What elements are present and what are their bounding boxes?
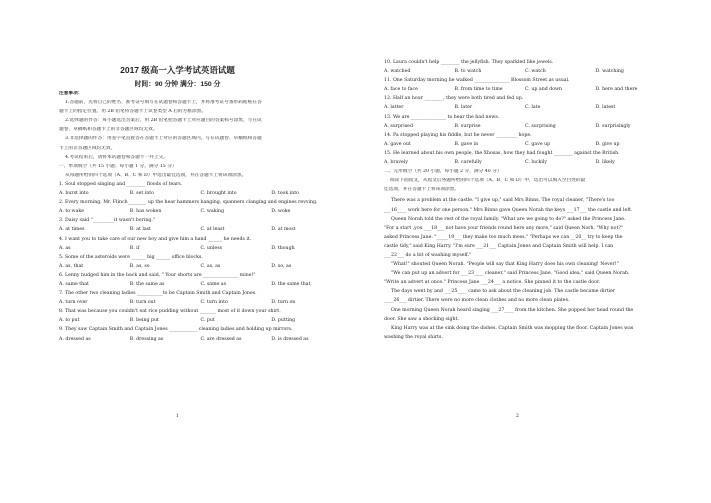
option: A. to wake <box>59 209 84 215</box>
left-content <box>59 91 342 346</box>
passage-line: asked Princess Jane. "_____19___ they make too much mess." "Perhaps we can __20__ try to keep the <box>384 234 623 240</box>
question-text: 12. Half an hour ________, they were both tired and fed up. <box>384 96 524 102</box>
notes-heading: 注意事项： <box>59 91 83 96</box>
question-options <box>59 337 342 343</box>
note-line: 卡上的非答题区域均无效。 <box>59 145 116 151</box>
option: C. up and down <box>525 87 563 93</box>
option: A. as <box>59 245 71 251</box>
option: B. from time to time <box>454 87 503 93</box>
question-options <box>384 124 666 130</box>
note-line: 题卡上的指定位置。用 2B 铅笔将答题卡上试卷类型 A 后的方框涂黑。 <box>59 109 207 115</box>
passage-line: The days went by and ___25____ came to ask about the cleaning job. The castle became dirtier <box>391 289 616 295</box>
question-options <box>384 142 666 148</box>
option: B. to watch <box>454 69 482 75</box>
question-text: 11. One Saturday morning he walked _______________ Blossom Street as usual. <box>384 78 570 84</box>
option: D. give up <box>595 141 620 147</box>
question-options <box>384 69 666 75</box>
option: C. gave up <box>525 141 551 147</box>
option: B. turn out <box>129 300 156 306</box>
passage-line: castle tidy," said King Harry. "I'm sure ___21___ Captain Jones and Captain Smith will help. I can <box>384 243 614 249</box>
option: D. is dressed as <box>271 336 309 342</box>
passage-line: washing the royal shirts. <box>384 334 443 340</box>
option: A. face to face <box>384 87 418 93</box>
note-line: 1.答题前，先将自己的姓名、准考证号填写在试题卷和答题卡上，并将准考证号条形码粘贴在答 <box>65 100 262 106</box>
option: A. latter <box>384 105 404 111</box>
option: D. the same that <box>271 281 311 287</box>
option: B. carefully <box>454 160 482 166</box>
question-text: 6. Lenny nudged him in the back and said, " Your shorts are _______________ mine!" <box>59 272 256 278</box>
section1-heading: 一、单项填空（共 15 小题；每小题 1 分，满分 15 分） <box>59 163 177 169</box>
note-line: 3.非选择题的作答：用签字笔直接答在答题卡上对应的答题区域内。写在试题卷、草稿纸和答题 <box>65 136 262 142</box>
option: C. waking <box>200 209 225 215</box>
passage-line: "For a start ,you ___18___ not have your friends round here any more," said Queen Norh. "Why not?" <box>384 225 624 231</box>
option: C. late <box>525 105 541 111</box>
question-options <box>59 209 342 215</box>
passage-line: "Write an advert at once." Princess Jane ___24___ a notice. She pinned it to the castle door. <box>384 280 601 286</box>
note-line: 2.选择题的作答：每小题选出答案后，用 2B 铅笔把答题卡上对应题目的答案标号涂黑，写在试 <box>65 118 262 124</box>
section2-instructions: 阅读下面短文，从短文后各题所给的四个选项（A、B、C 和 D）中，选出可以填入空白处的最 <box>390 178 586 184</box>
option: C. luckily <box>525 160 548 166</box>
option: C. brought into <box>200 191 237 197</box>
question-options <box>384 105 666 111</box>
question-options <box>384 87 666 93</box>
option: C. at least <box>200 227 225 233</box>
page-number-2: 2 <box>516 414 519 419</box>
question-text: 1. Soul stopped singing and ________ floods of tears. <box>59 181 183 187</box>
option: D. putting <box>271 318 296 324</box>
question-text: 14. Pa stopped playing his fiddle, but he never _________ hope. <box>384 132 532 138</box>
question-options <box>59 264 342 270</box>
right-content <box>384 60 666 342</box>
option: B. gave in <box>454 141 479 147</box>
option: B. being put <box>129 318 159 324</box>
question-options <box>59 300 342 306</box>
option: A. at times <box>59 227 85 233</box>
passage-line: ___22___ do a bit of washing myself." <box>384 252 472 258</box>
question-text: 3. Daisy said "_________it wasn't boring." <box>59 218 155 224</box>
passage-line: ___16____ work here for one person." Mrs Binns gave Queen Norah the keys ___17___ the castle and left. <box>384 207 633 213</box>
option: A. burst into <box>59 191 89 197</box>
option: C. turn into <box>200 300 228 306</box>
option: B. has woken <box>129 209 162 215</box>
question-text: 10. Laura couldn't help ________ the jellyfish. They sparkled like jewels. <box>384 60 554 65</box>
option: B. the same as <box>129 281 165 287</box>
question-options <box>384 160 666 166</box>
questions-right <box>384 60 666 169</box>
section1-instructions: 从每题所给的四个选项（A、B、C 和 D）中选出最佳选项，并在答题卡上将该项涂黑。 <box>65 172 247 178</box>
option: B. at last <box>129 227 151 233</box>
question-options <box>59 191 342 197</box>
option: A. turn over <box>59 300 88 306</box>
option: D. latest <box>595 105 616 111</box>
option: D. so, as <box>271 263 292 269</box>
option: A. to put <box>59 318 80 324</box>
passage-line: ____26___ dirtier. There were no more clean clothes and no more clean plates. <box>384 298 570 304</box>
question-text: 2. Every morning, Mr. Flinch________ up the hear hammers banging, spanners clanging and engines revving. <box>59 200 318 206</box>
option: B. as, so <box>129 263 150 269</box>
option: C. put <box>200 318 215 324</box>
option: D. surprisingly <box>595 123 631 129</box>
section2-instructions-cont: 佳选项，并在答题卡上将该项涂黑。 <box>384 187 460 193</box>
option: C. are dressed as <box>200 336 242 342</box>
question-options <box>59 227 342 233</box>
question-text: 4. I want you to take care of our new boy and give him a hand ______ he needs it. <box>59 236 252 242</box>
option: D. watching <box>595 69 624 75</box>
option: C. surprising <box>525 123 556 129</box>
note-line: 4.考试结束后，请将本试题卷和答题卡一并上交。 <box>65 154 168 160</box>
option: A. surprised <box>384 123 413 129</box>
exam-subtitle: 时间：90 分钟 满分：150 分 <box>134 81 221 88</box>
option: D. woke <box>271 209 291 215</box>
option: A. dressed as <box>59 336 91 342</box>
section2-heading: 二、完形填空（共 20 小题，每小题 2 分，满分 40 分） <box>384 169 502 175</box>
option: C. same as <box>200 281 227 287</box>
passage-line: There was a problem at the castle. "I give up," said Mrs Binns, The royal cleaner, "There's too <box>391 198 615 204</box>
option: C. watch <box>525 69 546 75</box>
option: A. gave out <box>384 141 411 147</box>
question-options <box>59 246 342 252</box>
option: D. likely <box>595 160 615 166</box>
question-text: 15. He learned about his own people, the Xhosas, how they had fought ________ against the British. <box>384 150 620 156</box>
option: A. bravely <box>384 160 408 166</box>
option: D. though <box>271 245 295 251</box>
note-line: 题卷、草稿纸和答题卡上的非答题区域均无效。 <box>59 127 158 133</box>
option: D. turn on <box>271 300 296 306</box>
option: C. as, as <box>200 263 221 269</box>
question-text: 7. The other two cleaning ladies ___________to be Captain Smith and Captain Jones. <box>59 291 257 297</box>
option: B. if <box>129 245 140 251</box>
option: B. later <box>454 105 473 111</box>
exam-title: 2017 级高一入学考试英语试题 <box>120 65 235 75</box>
passage-line: One morning Queen Norah heard singing ___27____ from the kitchen. She popped her head round the <box>391 307 634 313</box>
question-text: 13. We are _______________ to hear the bad news. <box>384 114 500 120</box>
passage-line: "We can put up an advert for ___23____ cleaner," said Princess Jane. "Good idea," said Queen Norah. <box>391 271 630 277</box>
option: D. at most <box>271 227 296 233</box>
page-number-1: 1 <box>176 414 179 419</box>
question-text: 5. Some of the asteroids were ______ big ______ office blocks. <box>59 254 203 260</box>
option: B. surprise <box>454 123 481 129</box>
passage-line: door. She saw a shocking sight. <box>384 316 459 322</box>
passage-line: Queen Norah told the rest of the royal family. "What are we going to do?" asked the Princess Jane. <box>391 216 626 222</box>
question-text: 8. That was because you couldn't eat rice pudding without _______ most of it down your shirt. <box>59 309 281 315</box>
option: A. same that <box>59 281 89 287</box>
passage-line: "What!" shouted Queen Norah. "People will say that King Harry does his own cleaning! Never!" <box>391 262 619 268</box>
option: D. here and there <box>595 87 638 93</box>
option: C. unless <box>200 245 223 251</box>
questions-left <box>59 182 342 346</box>
option: B. set into <box>129 191 154 197</box>
option: D. took into <box>271 191 299 197</box>
question-text: 9. They saw Captain Smith and Captain Jones ____________ cleaning ladies and holding up mirrors. <box>59 327 293 333</box>
option: A. as, that <box>59 263 84 269</box>
option: A. watched <box>384 69 411 75</box>
question-options <box>59 318 342 324</box>
option: B. dressing as <box>129 336 164 342</box>
question-options <box>59 282 342 288</box>
cloze-passage <box>384 196 666 342</box>
passage-line: King Harry was at the sink doing the dishes. Captain Smith was mopping the floor. Captain Jones was <box>391 325 634 331</box>
